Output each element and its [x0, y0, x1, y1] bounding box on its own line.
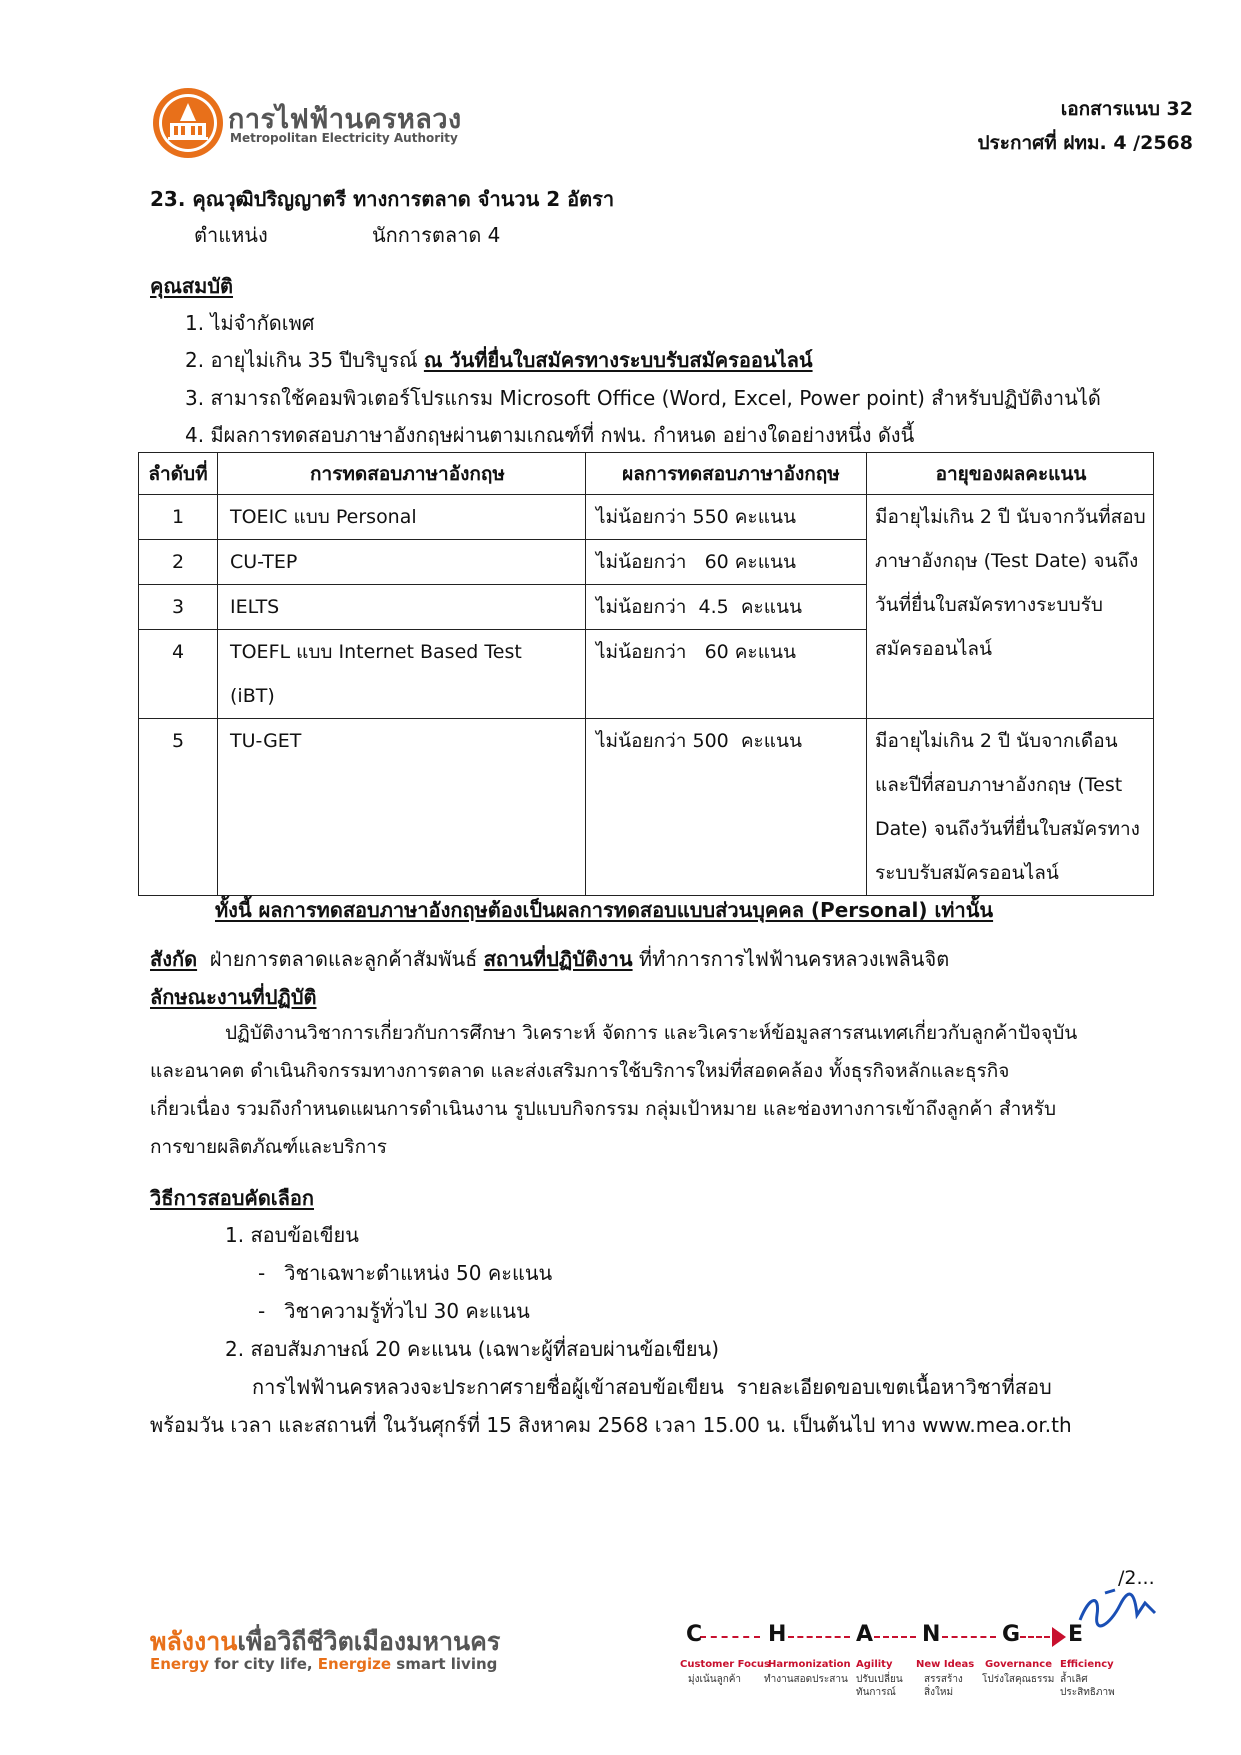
- column-header-validity: อายุของผลคะแนน: [867, 453, 1154, 495]
- column-header-test: การทดสอบภาษาอังกฤษ: [218, 453, 586, 495]
- table-header-row: [139, 453, 1154, 495]
- english-test-table: [138, 452, 1154, 896]
- document-reference: [793, 92, 1193, 160]
- cell-score: ไม่น้อยกว่า 60 คะแนน: [586, 630, 867, 719]
- selection-step: 1. สอบข้อเขียน: [225, 1223, 359, 1247]
- cell-validity-a: [867, 495, 1154, 719]
- selection-heading: วิธีการสอบคัดเลือก: [150, 1186, 315, 1210]
- cell-validity-b: [867, 719, 1154, 896]
- validity-line: Date) จนถึงวันที่ยื่นใบสมัครทาง: [875, 818, 1140, 840]
- cell-test: TU-GET: [218, 719, 586, 896]
- validity-line: และปีที่สอบภาษาอังกฤษ (Test: [875, 774, 1123, 796]
- slogan-en-part: Energy: [150, 1655, 210, 1673]
- change-label-th: โปร่งใสคุณธรรม: [982, 1674, 1055, 1685]
- department-row: [150, 946, 949, 972]
- qualification-item: [185, 347, 813, 373]
- change-label-en: Governance: [985, 1659, 1053, 1670]
- cell-test: [218, 630, 586, 719]
- slogan-thai-part: พลังงาน: [150, 1627, 238, 1656]
- change-connector: [942, 1636, 996, 1638]
- department-value: ฝ่ายการตลาดและลูกค้าสัมพันธ์: [197, 947, 484, 971]
- change-label-th-line: ประสิทธิภาพ: [1060, 1687, 1115, 1698]
- change-label-th: ทำงานสอดประสาน: [764, 1674, 848, 1685]
- cell-no: 4: [139, 630, 218, 719]
- location-value: ที่ทำการการไฟฟ้านครหลวงเพลินจิต: [632, 947, 950, 971]
- qualification-item-emphasis: ณ วันที่ยื่นใบสมัครทางระบบรับสมัครออนไลน์: [423, 348, 813, 372]
- validity-line: วันที่ยื่นใบสมัครทางระบบรับ: [875, 594, 1103, 616]
- org-name-th: การไฟฟ้านครหลวง: [228, 104, 462, 135]
- change-label-en: Customer Focus: [680, 1659, 770, 1670]
- change-letter-h: H: [768, 1622, 787, 1647]
- change-letter-n: N: [922, 1622, 941, 1647]
- table-row: [139, 719, 1154, 896]
- slogan-en-part: for city life,: [209, 1655, 318, 1673]
- page-title: 23. คุณวุฒิปริญญาตรี ทางการตลาด จำนวน 2 อัตรา: [150, 187, 615, 211]
- change-values-banner: [680, 1622, 1140, 1732]
- cell-score: ไม่น้อยกว่า 60 คะแนน: [586, 540, 867, 585]
- announcement-number: ประกาศที่ ฝทม. 4 /2568: [977, 132, 1193, 154]
- job-nature-line: การขายผลิตภัณฑ์และบริการ: [150, 1136, 387, 1158]
- change-letter-g: G: [1002, 1622, 1021, 1647]
- cell-no: 2: [139, 540, 218, 585]
- change-label-th: [1060, 1673, 1115, 1699]
- change-letter-a: A: [856, 1622, 874, 1647]
- selection-step: 2. สอบสัมภาษณ์ 20 คะแนน (เฉพาะผู้ที่สอบผ่านข้อเขียน): [225, 1337, 720, 1361]
- change-label-th-line: สิ่งใหม่: [924, 1687, 954, 1698]
- cell-test: IELTS: [218, 585, 586, 630]
- org-name-en: Metropolitan Electricity Authority: [230, 131, 458, 145]
- change-label-th-line: ทันการณ์: [856, 1687, 896, 1698]
- qualification-item: 1. ไม่จำกัดเพศ: [185, 311, 315, 335]
- change-connector: [700, 1636, 760, 1638]
- announcement-line: การไฟฟ้านครหลวงจะประกาศรายชื่อผู้เข้าสอบข้อเขียน รายละเอียดขอบเขตเนื้อหาวิชาที่สอบ: [252, 1375, 1052, 1399]
- change-label-th-line: ล้ำเลิศ: [1060, 1674, 1088, 1685]
- position-value: นักการตลาด 4: [372, 223, 501, 247]
- change-connector: [874, 1636, 916, 1638]
- change-label-th: [924, 1673, 963, 1699]
- validity-line: มีอายุไม่เกิน 2 ปี นับจากเดือน: [875, 730, 1118, 752]
- position-label: ตำแหน่ง: [194, 223, 268, 247]
- job-nature-line: และอนาคต ดำเนินกิจกรรมทางการตลาด และส่งเสริมการใช้บริการใหม่ที่สอดคล้อง ทั้งธุรกิจหลักและธุรกิจ: [150, 1060, 1010, 1082]
- selection-substep: - วิชาความรู้ทั่วไป 30 คะแนน: [258, 1299, 530, 1323]
- cell-score: ไม่น้อยกว่า 4.5 คะแนน: [586, 585, 867, 630]
- slogan-english: [150, 1655, 497, 1673]
- cell-test: TOEIC แบบ Personal: [218, 495, 586, 540]
- change-label-th-line: ปรับเปลี่ยน: [856, 1674, 903, 1685]
- validity-line: ภาษาอังกฤษ (Test Date) จนถึง: [875, 550, 1139, 572]
- slogan-en-part: Energize: [317, 1655, 392, 1673]
- cell-no: 3: [139, 585, 218, 630]
- department-label: สังกัด: [150, 947, 198, 971]
- change-letter-e: E: [1068, 1622, 1084, 1647]
- qualification-item-text: 2. อายุไม่เกิน 35 ปีบริบูรณ์: [185, 348, 424, 372]
- mea-logo: [150, 85, 462, 165]
- job-nature-heading: ลักษณะงานที่ปฏิบัติ: [150, 985, 317, 1009]
- cell-test-line: TOEFL แบบ Internet Based Test: [230, 641, 522, 663]
- attachment-number: เอกสารแนบ 32: [1060, 98, 1193, 120]
- cell-test-line: (iBT): [230, 685, 275, 707]
- qualification-item: 4. มีผลการทดสอบภาษาอังกฤษผ่านตามเกณฑ์ที่ กฟน. กำหนด อย่างใดอย่างหนึ่ง ดังนี้: [185, 423, 915, 447]
- location-label: สถานที่ปฏิบัติงาน: [483, 947, 633, 971]
- change-label-en: Agility: [856, 1659, 893, 1670]
- validity-line: สมัครออนไลน์: [875, 638, 993, 660]
- qualification-item: 3. สามารถใช้คอมพิวเตอร์โปรแกรม Microsoft Office (Word, Excel, Power point) สำหรับปฏิบัติงานได้: [185, 386, 1101, 410]
- change-connector: [788, 1636, 850, 1638]
- qualifications-heading: คุณสมบัติ: [150, 274, 234, 298]
- change-letter-c: C: [686, 1622, 703, 1647]
- change-label-en: New Ideas: [916, 1659, 975, 1670]
- validity-line: ระบบรับสมัครออนไลน์: [875, 862, 1059, 884]
- position-row: [194, 222, 500, 248]
- page-continuation: /2...: [1118, 1567, 1155, 1589]
- column-header-score: ผลการทดสอบภาษาอังกฤษ: [586, 453, 867, 495]
- job-nature-line: ปฏิบัติงานวิชาการเกี่ยวกับการศึกษา วิเคราะห์ จัดการ และวิเคราะห์ข้อมูลสารสนเทศเกี่ยวกับลูกค้าปัจจุบัน: [225, 1022, 1078, 1044]
- selection-substep: - วิชาเฉพาะตำแหน่ง 50 คะแนน: [258, 1261, 553, 1285]
- mea-emblem-icon: [150, 85, 226, 161]
- column-header-no: ลำดับที่: [139, 453, 218, 495]
- cell-score: ไม่น้อยกว่า 500 คะแนน: [586, 719, 867, 896]
- change-label-th: [856, 1673, 903, 1699]
- change-label-en: Efficiency: [1060, 1659, 1114, 1670]
- slogan-en-part: smart living: [391, 1655, 498, 1673]
- cell-no: 5: [139, 719, 218, 896]
- cell-no: 1: [139, 495, 218, 540]
- change-label-th: มุ่งเน้นลูกค้า: [688, 1674, 742, 1685]
- validity-line: มีอายุไม่เกิน 2 ปี นับจากวันที่สอบ: [875, 506, 1146, 528]
- cell-test: CU-TEP: [218, 540, 586, 585]
- cell-score: ไม่น้อยกว่า 550 คะแนน: [586, 495, 867, 540]
- table-row: [139, 495, 1154, 540]
- slogan-thai-part: เพื่อวิถีชีวิตเมืองมหานคร: [237, 1627, 501, 1656]
- change-label-en: Harmonization: [768, 1659, 851, 1670]
- arrow-right-icon: [1052, 1627, 1066, 1647]
- table-note: ทั้งนี้ ผลการทดสอบภาษาอังกฤษต้องเป็นผลการทดสอบแบบส่วนบุคคล (Personal) เท่านั้น: [215, 898, 994, 922]
- change-connector: [1020, 1636, 1050, 1638]
- change-label-th-line: สรรสร้าง: [924, 1674, 963, 1685]
- announcement-line: พร้อมวัน เวลา และสถานที่ ในวันศุกร์ที่ 15 สิงหาคม 2568 เวลา 15.00 น. เป็นต้นไป ทาง www.mea.or.th: [150, 1413, 1072, 1437]
- job-nature-line: เกี่ยวเนื่อง รวมถึงกำหนดแผนการดำเนินงาน รูปแบบกิจกรรม กลุ่มเป้าหมาย และช่องทางการเข้าถึงลูกค้า สำหรับ: [150, 1098, 1057, 1120]
